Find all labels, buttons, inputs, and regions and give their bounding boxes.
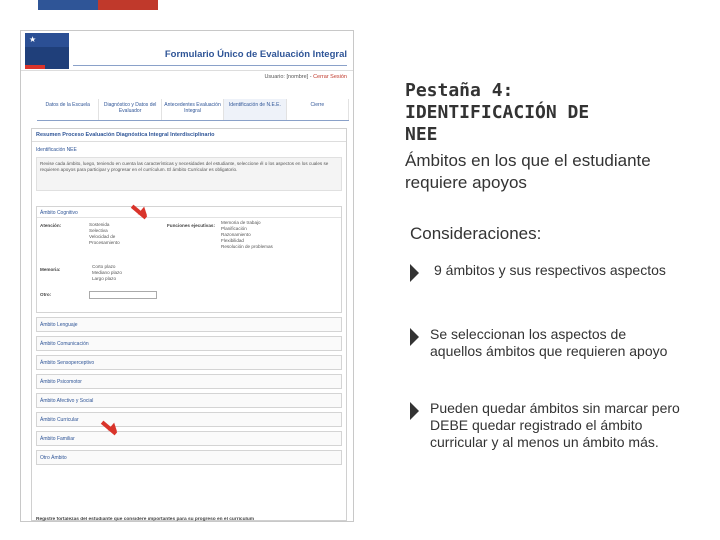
step-label: Identificación NEE xyxy=(36,147,77,153)
triangle-bullet-icon xyxy=(410,262,428,282)
open-area-section xyxy=(36,206,342,313)
slide-title-line: Pestaña 4: xyxy=(405,80,514,101)
area-row[interactable]: Ámbito Comunicación xyxy=(36,336,342,351)
bullet-text: Se seleccionan los aspectos de aquellos ámbitos que requieren apoyo xyxy=(430,326,668,359)
option-checkbox[interactable]: Corto plazo xyxy=(92,264,116,269)
tab-school-data[interactable]: Datos de la Escuela xyxy=(37,99,99,120)
slide-title xyxy=(405,80,705,146)
option-checkbox[interactable]: Planificación xyxy=(221,226,247,231)
area-row[interactable]: Ámbito Curricular xyxy=(36,412,342,427)
option-checkbox[interactable]: Flexibilidad xyxy=(221,238,244,243)
other-group xyxy=(40,292,51,297)
open-area-title[interactable]: Ámbito Cognitivo xyxy=(37,207,341,218)
ministry-logo xyxy=(25,33,69,69)
area-row[interactable]: Otro Ámbito xyxy=(36,450,342,465)
area-row[interactable]: Ámbito Familiar xyxy=(36,431,342,446)
option-checkbox[interactable]: Mediano plazo xyxy=(92,270,122,275)
tab-nee-identification[interactable]: Identificación de N.E.E. xyxy=(224,99,286,120)
attention-group xyxy=(40,223,61,228)
slide-subtitle: Ámbitos en los que el estudiante requiere apoyos xyxy=(405,151,651,192)
header-divider xyxy=(73,65,347,66)
slide-title-line: IDENTIFICACIÓN DE xyxy=(405,102,590,123)
logout-link[interactable]: Cerrar Sesión xyxy=(313,74,347,80)
instruction-box: Revise cada ámbito, luego, teniendo en cuenta las características y necesidades del estudiante, seleccione él o los aspectos en los cuales se requieren apoyos para participar y progresar en el currículum. El ámbito Curricular es obligatorio. xyxy=(36,157,342,191)
bullet-text: Pueden quedar ámbitos sin marcar pero DEBE quedar registrado el ámbito curricular y al menos un ámbito más. xyxy=(430,400,680,450)
user-name: Usuario: [nombre] - xyxy=(264,74,312,80)
top-accent-bar xyxy=(38,0,158,10)
option-checkbox[interactable]: Procesamiento xyxy=(89,240,120,245)
option-checkbox[interactable]: Resolución de problemas xyxy=(221,244,273,249)
executive-options xyxy=(221,220,273,250)
tab-antecedents[interactable]: Antecedentes Evaluación Integral xyxy=(162,99,224,120)
bullet-text: 9 ámbitos y sus respectivos aspectos xyxy=(434,262,666,278)
strengths-question: Registre fortalezas del estudiante que considere importantes para su progreso en el currículum xyxy=(36,517,255,522)
slide-title-line: NEE xyxy=(405,124,438,145)
form-tabs xyxy=(37,99,349,121)
tab-close[interactable]: Cierre xyxy=(287,99,349,120)
form-title: Formulario Único de Evaluación Integral xyxy=(164,49,347,60)
executive-group xyxy=(167,223,217,228)
red-arrow-icon xyxy=(128,201,150,223)
area-row[interactable]: Ámbito Lenguaje xyxy=(36,317,342,332)
triangle-bullet-icon xyxy=(410,400,428,451)
attention-options xyxy=(89,222,120,246)
area-row[interactable]: Ámbito Afectivo y Social xyxy=(36,393,342,408)
form-header xyxy=(21,31,353,71)
option-checkbox[interactable]: Selectiva xyxy=(89,228,108,233)
memory-label: Memoria: xyxy=(40,267,61,272)
triangle-bullet-icon xyxy=(410,326,428,360)
attention-label: Atención: xyxy=(40,223,62,228)
executive-label: Funciones ejecutivas: xyxy=(167,223,215,228)
star-icon: ★ xyxy=(29,35,37,44)
memory-group xyxy=(40,267,60,272)
tab-diagnosis[interactable]: Diagnóstico y Datos del Evaluador xyxy=(99,99,161,120)
red-arrow-icon xyxy=(98,417,120,439)
option-checkbox[interactable]: Velocidad de xyxy=(89,234,116,239)
form-panel xyxy=(31,128,347,521)
bullet-item xyxy=(410,326,680,360)
memory-options xyxy=(92,264,122,282)
option-checkbox[interactable]: Razonamiento xyxy=(221,232,251,237)
panel-title: Resumen Proceso Evaluación Diagnóstica Integral Interdisciplinario xyxy=(32,129,346,142)
option-checkbox[interactable]: Largo plazo xyxy=(92,276,117,281)
area-row[interactable]: Ámbito Psicomotor xyxy=(36,374,342,389)
option-checkbox[interactable]: Memoria de trabajo xyxy=(221,220,261,225)
option-checkbox[interactable]: Sostenida xyxy=(89,222,110,227)
other-label: Otro: xyxy=(40,292,52,297)
other-input[interactable] xyxy=(89,291,157,299)
bullet-item xyxy=(410,262,680,282)
considerations-title: Consideraciones: xyxy=(410,224,542,243)
form-screenshot xyxy=(20,30,354,522)
user-line xyxy=(21,74,347,80)
bullet-item xyxy=(410,400,680,451)
area-list xyxy=(36,317,342,469)
area-row[interactable]: Ámbito Sensoperceptivo xyxy=(36,355,342,370)
